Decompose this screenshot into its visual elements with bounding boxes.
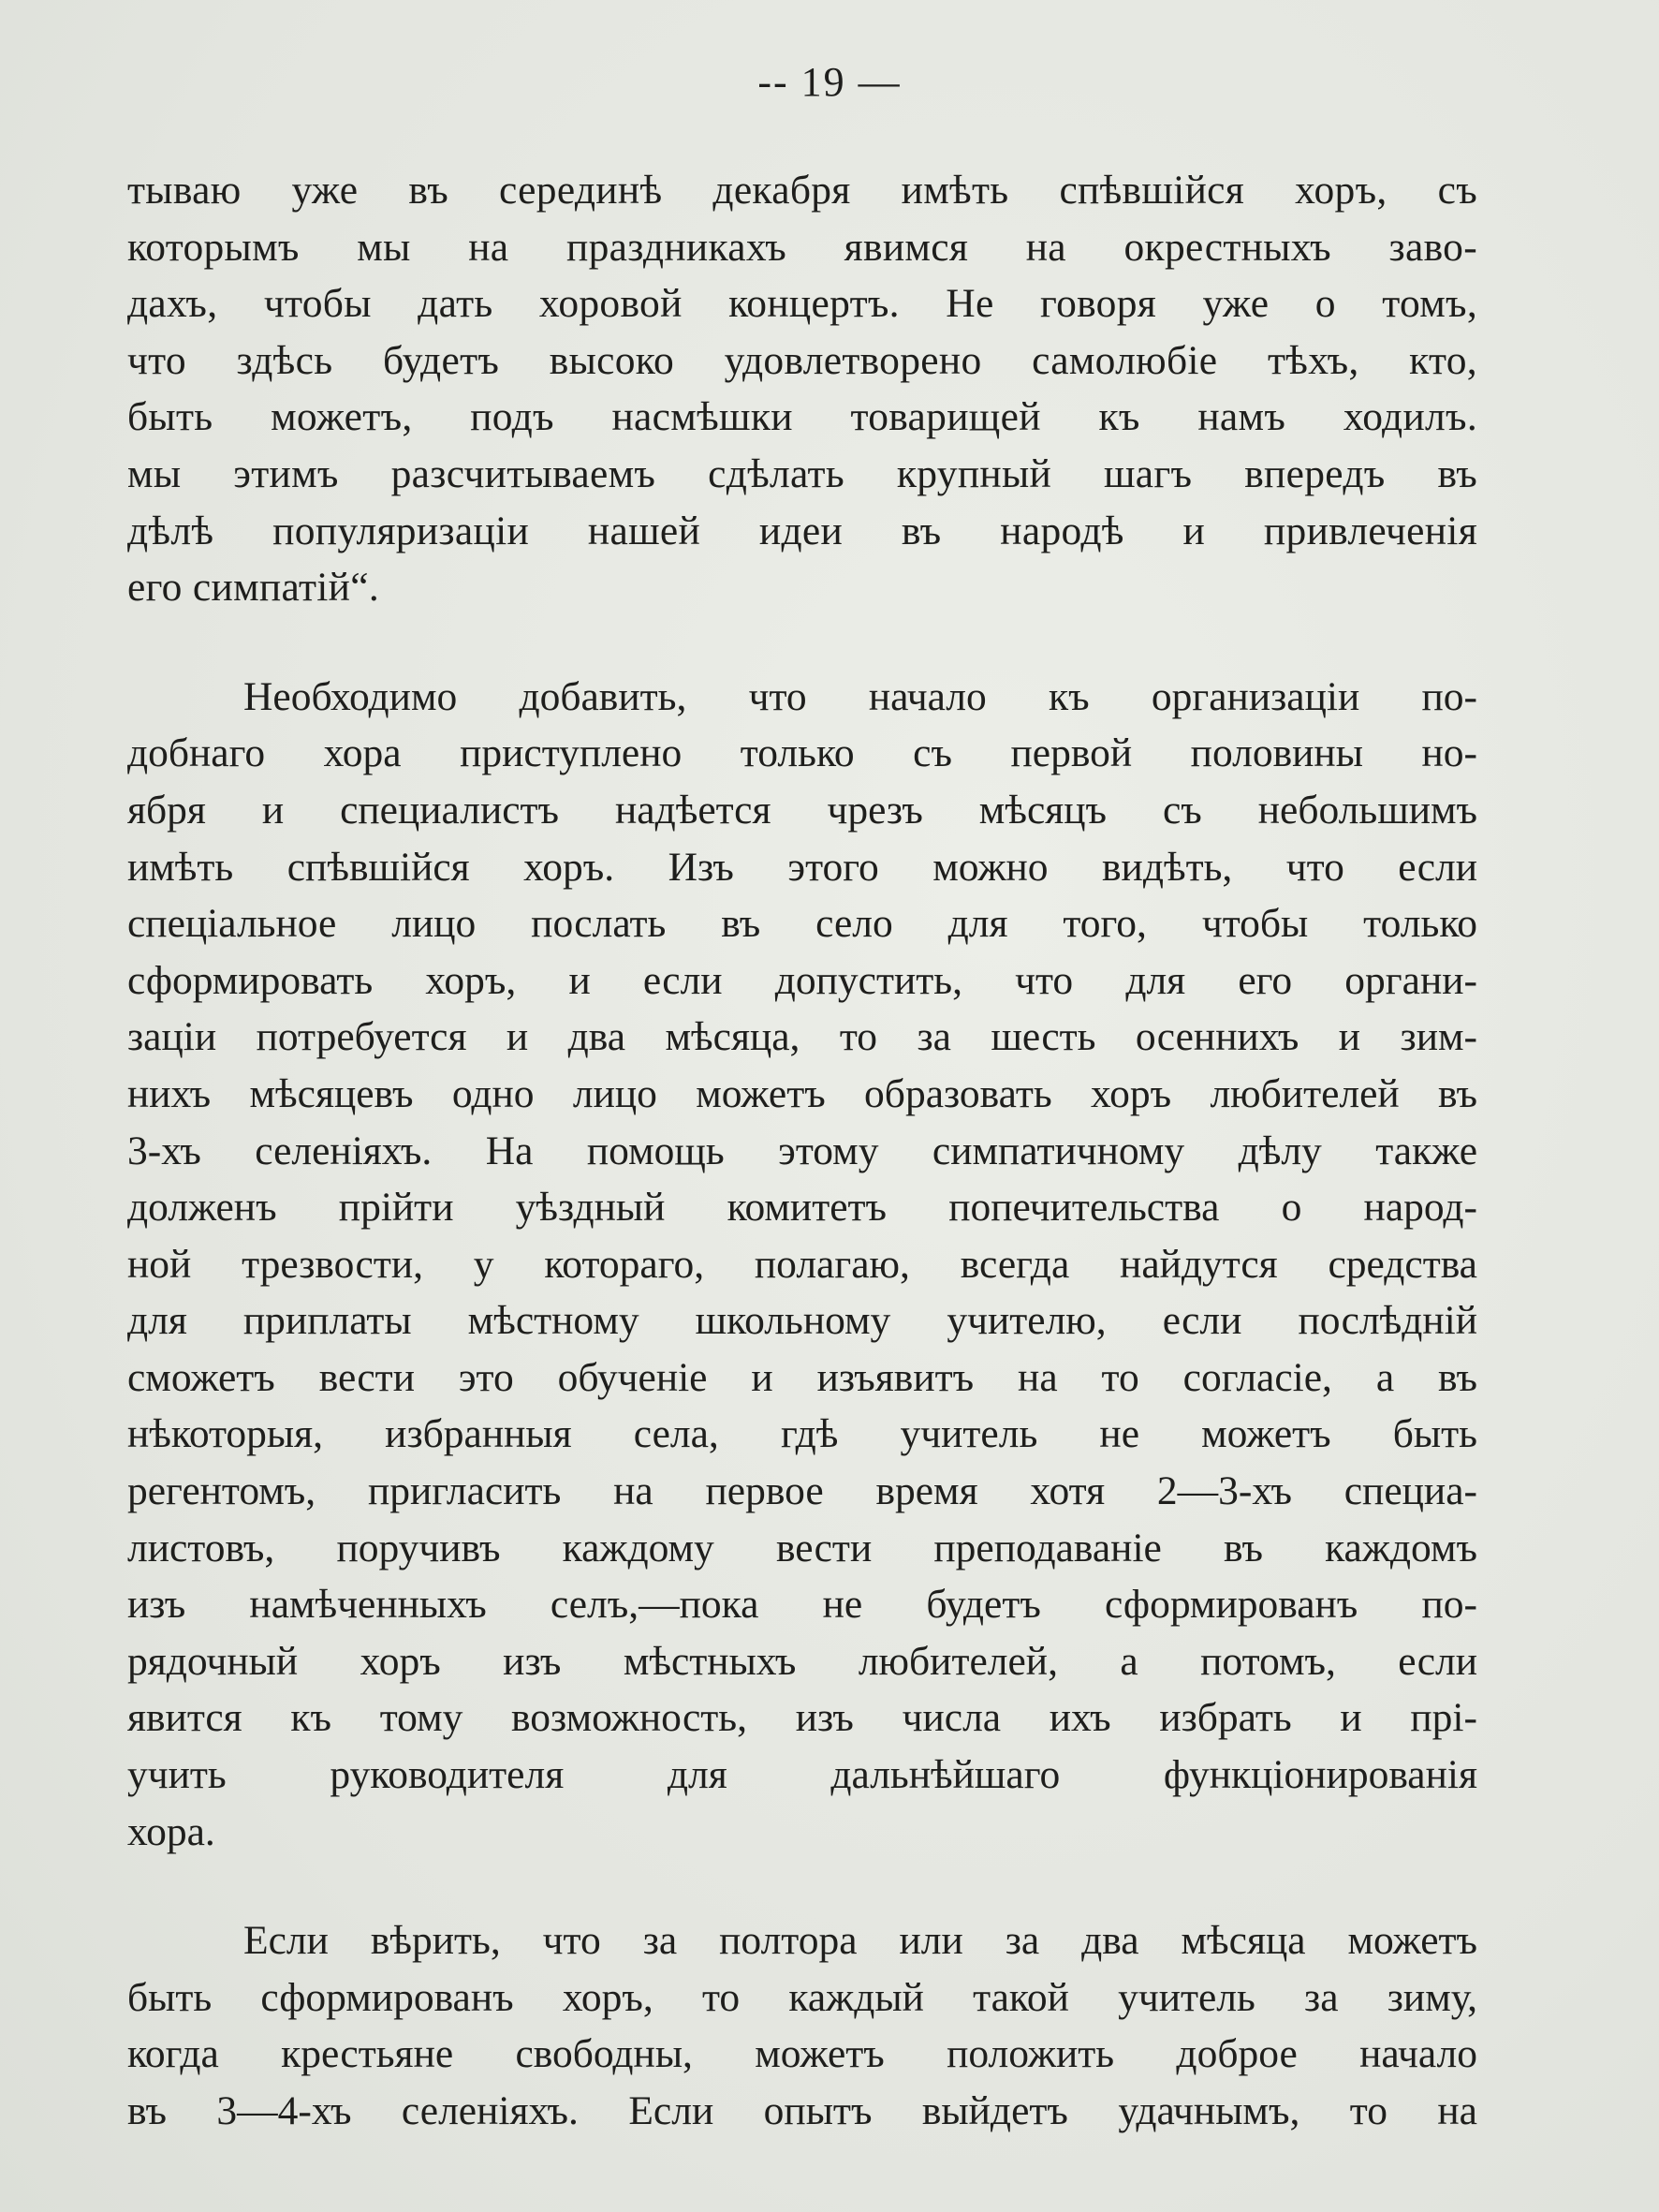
text-line: мы этимъ разсчитываемъ сдѣлать крупный шагъ впередъ въ xyxy=(127,450,1477,496)
text-line: когда крестьяне свободны, можетъ положить доброе начало xyxy=(127,2031,1477,2077)
page-number: -- 19 — xyxy=(757,59,902,105)
text-line: рядочный хоръ изъ мѣстныхъ любителей, а потомъ, если xyxy=(127,1638,1477,1684)
text-line: спеціальное лицо послать въ село для того, чтобы только xyxy=(127,901,1477,947)
text-line: сможетъ вести это обученіе и изъявитъ на то согласіе, а въ xyxy=(127,1354,1477,1400)
text-line: регентомъ, пригласить на первое время хотя 2—3-хъ специа- xyxy=(127,1468,1477,1514)
text-line: долженъ прійти уѣздный комитетъ попечительства о народ- xyxy=(127,1185,1477,1231)
text-line: быть можетъ, подъ насмѣшки товарищей къ намъ ходилъ. xyxy=(127,394,1477,440)
text-line: нѣкоторыя, избранныя села, гдѣ учитель не можетъ быть xyxy=(127,1411,1477,1457)
paragraph-1 xyxy=(127,162,1477,616)
text-line: нихъ мѣсяцевъ одно лицо можетъ образовать хоръ любителей въ xyxy=(127,1070,1477,1116)
paragraph-2 xyxy=(127,669,1477,1860)
text-line: заціи потребуется и два мѣсяца, то за шесть осеннихъ и зим- xyxy=(127,1014,1477,1060)
text-line: добнаго хора приступлено только съ первой половины но- xyxy=(127,730,1477,776)
text-line: ября и специалистъ надѣется чрезъ мѣсяцъ съ небольшимъ xyxy=(127,787,1477,833)
text-line: быть сформированъ хоръ, то каждый такой учитель за зиму, xyxy=(127,1974,1477,2020)
text-line: дѣлѣ популяризаціи нашей идеи въ народѣ и привлеченія xyxy=(127,508,1477,553)
text-line: хора. xyxy=(127,1808,215,1854)
text-line: сформировать хоръ, и если допустить, что для его органи- xyxy=(127,957,1477,1003)
text-line: 3-хъ селеніяхъ. На помощь этому симпатичному дѣлу также xyxy=(127,1128,1477,1173)
text-line: листовъ, поручивъ каждому вести преподаваніе въ каждомъ xyxy=(127,1525,1477,1571)
text-line: дахъ, чтобы дать хоровой концертъ. Не говоря уже о томъ, xyxy=(127,281,1477,327)
text-line: учить руководителя для дальнѣйшаго функціонированія xyxy=(127,1752,1477,1798)
text-line: ной трезвости, у котораго, полагаю, всегда найдутся средства xyxy=(127,1241,1477,1287)
text-line: которымъ мы на праздникахъ явимся на окрестныхъ заво- xyxy=(127,224,1477,270)
text-line: Необходимо добавить, что начало къ организаціи по- xyxy=(243,673,1477,719)
text-line: его симпатій“. xyxy=(127,565,380,611)
text-line: въ 3—4-хъ селеніяхъ. Если опытъ выйдетъ удачнымъ, то на xyxy=(127,2088,1477,2133)
paragraph-3 xyxy=(127,1912,1477,2139)
text-line: для приплаты мѣстному школьному учителю, если послѣдній xyxy=(127,1298,1477,1344)
body-text xyxy=(127,162,1477,2140)
text-line: изъ намѣченныхъ селъ,—пока не будетъ сформированъ по- xyxy=(127,1582,1477,1628)
text-line: явится къ тому возможность, изъ числа ихъ избрать и прі- xyxy=(127,1695,1477,1741)
text-line: что здѣсь будетъ высоко удовлетворено самолюбіе тѣхъ, кто, xyxy=(127,337,1477,383)
text-line: имѣть спѣвшійся хоръ. Изъ этого можно видѣть, что если xyxy=(127,844,1477,890)
text-line: Если вѣрить, что за полтора или за два мѣсяца можетъ xyxy=(243,1918,1477,1964)
text-line: тываю уже въ серединѣ декабря имѣть спѣвшійся хоръ, съ xyxy=(127,168,1477,213)
